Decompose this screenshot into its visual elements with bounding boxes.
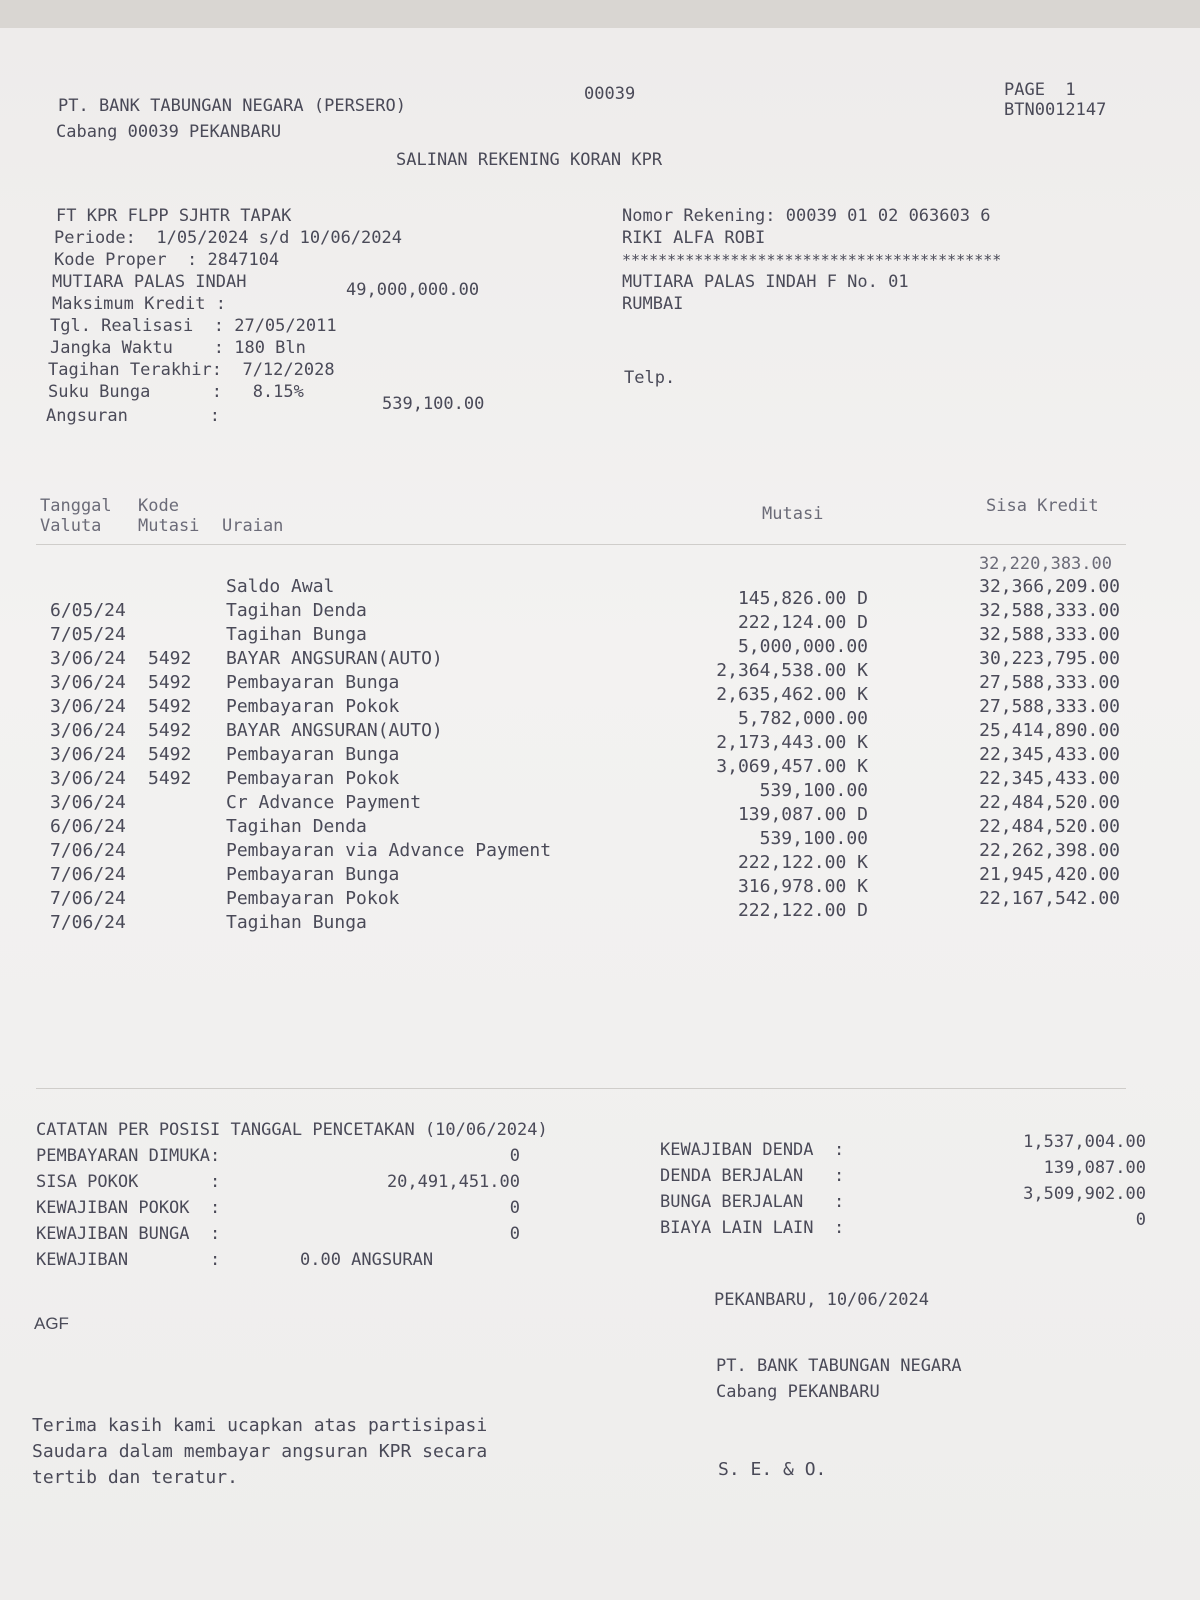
branch-name: Cabang 00039 PEKANBARU: [56, 122, 282, 142]
row-mutasi: 3,069,457.00 K: [716, 756, 868, 777]
table-row: [0, 600, 1200, 633]
row-date: 3/06/24: [50, 720, 126, 741]
table-row: [0, 888, 1200, 921]
row-mutasi: 2,364,538.00 K: [716, 660, 868, 681]
row-kode: 5492: [148, 672, 192, 693]
header-tanggal: Tanggal: [40, 496, 112, 516]
table-row: [0, 864, 1200, 897]
row-date: 7/06/24: [50, 864, 126, 885]
row-uraian: Tagihan Denda: [226, 600, 367, 621]
row-mutasi: 145,826.00 D: [737, 588, 868, 609]
row-sisa-kredit: 27,588,333.00: [979, 696, 1120, 717]
jangka-waktu: Jangka Waktu : 180 Bln: [50, 338, 306, 358]
table-row: [0, 792, 1200, 825]
kewajiban-denda-value: 1,537,004.00: [1023, 1132, 1146, 1152]
project-name: MUTIARA PALAS INDAH: [52, 272, 247, 292]
row-sisa-kredit: 22,484,520.00: [979, 816, 1120, 837]
kewajiban-value: 0.00 ANGSURAN: [300, 1250, 434, 1270]
kewajiban-pokok-value: 0: [509, 1198, 520, 1218]
row-kode: 5492: [148, 744, 192, 765]
row-mutasi: 222,124.00 D: [737, 612, 868, 633]
header-kode: Kode: [138, 496, 179, 516]
row-sisa-kredit: 32,366,209.00: [979, 576, 1120, 597]
kewajiban-bunga-value: 0: [509, 1224, 520, 1244]
row-mutasi: 222,122.00 D: [737, 900, 868, 921]
denda-berjalan-label: DENDA BERJALAN :: [660, 1166, 845, 1186]
maksimum-kredit-label: Maksimum Kredit :: [52, 294, 226, 314]
bank-name: PT. BANK TABUNGAN NEGARA (PERSERO): [58, 96, 406, 116]
table-row: [0, 744, 1200, 777]
row-uraian: Saldo Awal: [226, 576, 335, 597]
seo-note: S. E. & O.: [718, 1459, 827, 1480]
row-date: 7/05/24: [50, 624, 126, 645]
row-sisa-kredit: 22,167,542.00: [979, 888, 1120, 909]
row-uraian: Pembayaran Bunga: [226, 864, 400, 885]
angsuran-label: Angsuran :: [46, 406, 220, 426]
sisa-pokok-label: SISA POKOK :: [36, 1172, 221, 1192]
row-mutasi: 5,000,000.00: [737, 636, 868, 657]
row-uraian: Tagihan Bunga: [226, 912, 367, 933]
statement-paper: [0, 28, 1200, 1600]
biaya-lain-value: 0: [1135, 1210, 1146, 1230]
table-row: [0, 576, 1200, 609]
header-divider: [36, 544, 1126, 545]
row-sisa-kredit: 22,345,433.00: [979, 768, 1120, 789]
signature-branch: Cabang PEKANBARU: [716, 1382, 880, 1402]
telp-label: Telp.: [624, 368, 676, 388]
row-date: 3/06/24: [50, 792, 126, 813]
denda-berjalan-value: 139,087.00: [1043, 1158, 1146, 1178]
kewajiban-label: KEWAJIBAN :: [36, 1250, 221, 1270]
thanks-line-2: Saudara dalam membayar angsuran KPR secara: [32, 1441, 488, 1462]
row-mutasi: 539,100.00: [759, 780, 868, 801]
header-valuta: Valuta: [40, 516, 102, 536]
customer-name: RIKI ALFA ROBI: [622, 228, 766, 248]
tagihan-terakhir: Tagihan Terakhir: 7/12/2028: [48, 360, 335, 380]
header-uraian: Uraian: [222, 516, 284, 536]
row-sisa-kredit: 27,588,333.00: [979, 672, 1120, 693]
row-kode: 5492: [148, 768, 192, 789]
row-sisa-kredit: 22,484,520.00: [979, 792, 1120, 813]
header-mutasi: Mutasi: [762, 504, 824, 524]
agf-code: AGF: [34, 1314, 69, 1333]
row-uraian: Pembayaran Pokok: [226, 696, 400, 717]
nomor-rekening: Nomor Rekening: 00039 01 02 063603 6: [622, 206, 991, 226]
bunga-berjalan-value: 3,509,902.00: [1023, 1184, 1146, 1204]
sisa-pokok-value: 20,491,451.00: [386, 1172, 520, 1192]
address-line-1: MUTIARA PALAS INDAH F No. 01: [622, 272, 909, 292]
product-name: FT KPR FLPP SJHTR TAPAK: [56, 206, 292, 226]
angsuran-value: 539,100.00: [382, 394, 485, 414]
notes-divider: [36, 1088, 1126, 1089]
tgl-realisasi: Tgl. Realisasi : 27/05/2011: [50, 316, 337, 336]
table-row: [0, 696, 1200, 729]
row-kode: 5492: [148, 696, 192, 717]
signature-bank: PT. BANK TABUNGAN NEGARA: [716, 1356, 962, 1376]
table-row: [0, 816, 1200, 849]
row-uraian: Tagihan Denda: [226, 816, 367, 837]
row-sisa-kredit: 25,414,890.00: [979, 720, 1120, 741]
row-uraian: Pembayaran Bunga: [226, 744, 400, 765]
row-uraian: Pembayaran via Advance Payment: [226, 840, 552, 861]
row-uraian: Pembayaran Pokok: [226, 768, 400, 789]
notes-title: CATATAN PER POSISI TANGGAL PENCETAKAN (10/06/2024): [36, 1120, 548, 1140]
row-sisa-kredit: 22,262,398.00: [979, 840, 1120, 861]
row-date: 3/06/24: [50, 648, 126, 669]
row-date: 7/06/24: [50, 840, 126, 861]
header-sisa-kredit: Sisa Kredit: [986, 496, 1099, 516]
table-row: [0, 672, 1200, 705]
row-mutasi: 2,635,462.00 K: [716, 684, 868, 705]
kode-proper: Kode Proper : 2847104: [54, 250, 280, 270]
row-date: 3/06/24: [50, 744, 126, 765]
table-row: [0, 624, 1200, 657]
row-uraian: BAYAR ANGSURAN(AUTO): [226, 648, 443, 669]
row-sisa-kredit: 32,588,333.00: [979, 624, 1120, 645]
table-row: [0, 912, 1200, 936]
kewajiban-bunga-label: KEWAJIBAN BUNGA :: [36, 1224, 221, 1244]
row-uraian: Pembayaran Pokok: [226, 888, 400, 909]
row-date: 7/06/24: [50, 912, 126, 933]
row-mutasi: 222,122.00 K: [737, 852, 868, 873]
row-uraian: Cr Advance Payment: [226, 792, 422, 813]
row-date: 7/06/24: [50, 888, 126, 909]
row-date: 3/06/24: [50, 672, 126, 693]
page-title: SALINAN REKENING KORAN KPR: [396, 150, 663, 170]
thanks-line-3: tertib dan teratur.: [32, 1467, 238, 1488]
document-id: BTN0012147: [1004, 100, 1107, 120]
biaya-lain-label: BIAYA LAIN LAIN :: [660, 1218, 845, 1238]
pembayaran-dimuka-label: PEMBAYARAN DIMUKA:: [36, 1146, 221, 1166]
kewajiban-denda-label: KEWAJIBAN DENDA :: [660, 1140, 845, 1160]
page-number: PAGE 1: [1004, 80, 1076, 100]
row-date: 6/06/24: [50, 816, 126, 837]
address-line-2: RUMBAI: [622, 294, 684, 314]
row-mutasi: 5,782,000.00: [737, 708, 868, 729]
header-mutasi-kode: Mutasi: [138, 516, 200, 536]
row-uraian: Tagihan Bunga: [226, 624, 367, 645]
table-row: [0, 720, 1200, 753]
row-uraian: BAYAR ANGSURAN(AUTO): [226, 720, 443, 741]
row-date: 6/05/24: [50, 600, 126, 621]
table-row: [0, 768, 1200, 801]
table-row: [0, 648, 1200, 681]
periode: Periode: 1/05/2024 s/d 10/06/2024: [54, 228, 402, 248]
opening-sisa-kredit: 32,220,383.00: [978, 554, 1112, 574]
row-uraian: Pembayaran Bunga: [226, 672, 400, 693]
row-sisa-kredit: 32,588,333.00: [979, 600, 1120, 621]
row-date: 3/06/24: [50, 768, 126, 789]
row-kode: 5492: [148, 720, 192, 741]
row-sisa-kredit: 22,345,433.00: [979, 744, 1120, 765]
row-date: 3/06/24: [50, 696, 126, 717]
maksimum-kredit-value: 49,000,000.00: [346, 280, 480, 300]
star-separator: ******************************************: [622, 251, 1002, 269]
pembayaran-dimuka-value: 0: [509, 1146, 520, 1166]
row-sisa-kredit: 30,223,795.00: [979, 648, 1120, 669]
row-mutasi: 2,173,443.00 K: [716, 732, 868, 753]
branch-code: 00039: [584, 84, 636, 104]
row-mutasi: 539,100.00: [759, 828, 868, 849]
row-mutasi: 139,087.00 D: [737, 804, 868, 825]
table-row: [0, 840, 1200, 873]
suku-bunga: Suku Bunga : 8.15%: [48, 382, 304, 402]
thanks-line-1: Terima kasih kami ucapkan atas partisipasi: [32, 1415, 488, 1436]
row-sisa-kredit: 21,945,420.00: [979, 864, 1120, 885]
row-mutasi: 316,978.00 K: [737, 876, 868, 897]
place-date: PEKANBARU, 10/06/2024: [714, 1290, 929, 1310]
row-kode: 5492: [148, 648, 192, 669]
bunga-berjalan-label: BUNGA BERJALAN :: [660, 1192, 845, 1212]
kewajiban-pokok-label: KEWAJIBAN POKOK :: [36, 1198, 221, 1218]
